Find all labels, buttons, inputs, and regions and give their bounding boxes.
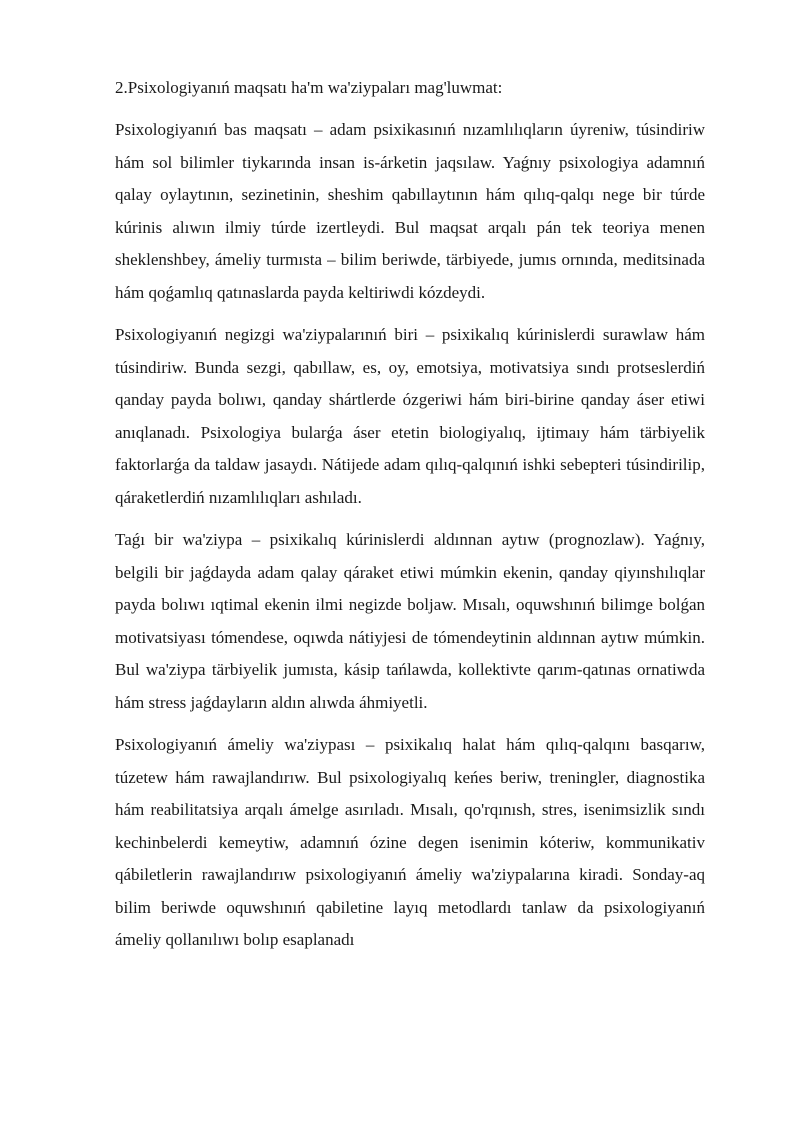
paragraph-goal: Psixologiyanıń bas maqsatı – adam psixikasınıń nızamlılıqların úyreniw, túsindiriw hám sol bilimler tiykarında insan is-árketin jaqsılaw. Yaǵnıy psixologiya adamnıń qalay oylaytının, sezinetinin, sheshim qabıllaytının hám qılıq-qalqı nege bir túrde kúrinis alıwın ilmiy túrde izertleydi. Bul maqsat arqalı pán tek teoriya menen sheklenshbey, ámeliy turmısta – bilim beriwde, tärbiyede, jumıs ornında, meditsinada hám qoǵamlıq qatınaslarda payda keltiriwdi kózdeydi. xyxy=(115,120,705,302)
paragraph-practical-task: Psixologiyanıń ámeliy wa'ziypası – psixikalıq halat hám qılıq-qalqını basqarıw, túzetew hám rawajlandırıw. Bul psixologiyalıq keńes beriw, treningler, diagnostika hám reabilitatsiya arqalı ámelge asırıladı. Mısalı, qo'rqınısh, stres, isenimsizlik sındı kechinbelerdi kemeytiw, adamnıń ózine degen isenimin kóteriw, kommunikativ qábiletlerin rawajlandırıw psixologiyanıń ámeliy wa'ziypalarına kiradi. Sonday-aq bilim beriwde oquwshınıń qabiletine layıq metodlardı tanlaw da psixologiyanıń ámeliy qollanılıwı bolıp esaplanadı xyxy=(115,735,705,949)
paragraph-explain-task: Psixologiyanıń negizgi wa'ziypalarınıń biri – psixikalıq kúrinislerdi surawlaw hám túsindiriw. Bunda sezgi, qabıllaw, es, oy, emotsiya, motivatsiya sındı protseslerdiń qanday payda bolıwı, qanday shártlerde ózgeriwi hám biri-birine qanday áser etiwi anıqlanadı. Psixologiya bularǵa áser etetin biologiyalıq, ijtimaıy hám tärbiyelik faktorlarǵa da taldaw jasaydı. Nátijede adam qılıq-qalqınıń ishki sebepteri túsindirilip, qáraketlerdiń nızamlılıqları ashıladı. xyxy=(115,325,705,507)
paragraph-prognosis-task: Taǵı bir wa'ziypa – psixikalıq kúrinislerdi aldınnan aytıw (prognozlaw). Yaǵnıy, belgili bir jaǵdayda adam qalay qáraket etiwi múmkin ekenin, qanday qiyınshılıqlar payda bolıwı ıqtimal ekenin ilmi negizde boljaw. Mısalı, oquwshınıń bilimge bolǵan motivatsiyası tómendese, oqıwda nátiyjesi de tómendeytinin aldınnan aytıw múmkin. Bul wa'ziypa tärbiyelik jumısta, kásip tańlawda, kollektivte qarım-qatınas ornatiwda hám stress jaǵdayların aldın alıwda áhmiyetli. xyxy=(115,530,705,712)
section-heading: 2.Psixologiyanıń maqsatı ha'm wa'ziypaları mag'luwmat: xyxy=(115,78,503,97)
document-page xyxy=(115,72,705,967)
